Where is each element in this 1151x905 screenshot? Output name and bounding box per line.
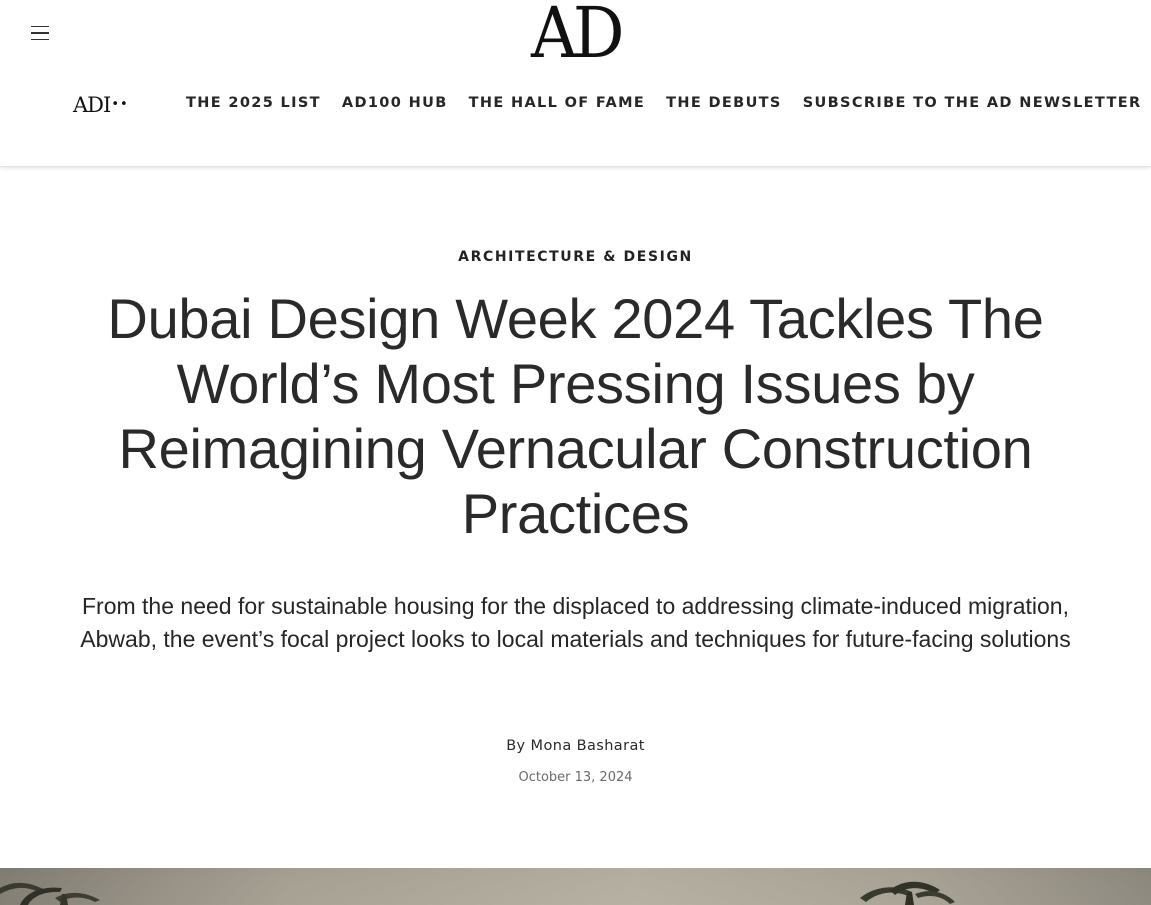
ad-india-logo[interactable] (73, 93, 129, 117)
nav-item-2025-list[interactable]: THE 2025 LIST (186, 95, 321, 111)
main-nav (186, 95, 1151, 111)
ad-india-logo-text: ADI (73, 93, 111, 117)
byline-prefix: By (506, 738, 526, 754)
hero-image (0, 868, 1151, 905)
article-headline: Dubai Design Week 2024 Tackles The World’s Most Pressing Issues by Reimagining Vernacular Construction Practices (107, 287, 1044, 545)
nav-item-ad100-hub[interactable]: AD100 HUB (341, 95, 448, 111)
article-dek: From the need for sustainable housing for the displaced to addressing climate-induced migration, Abwab, the event’s focal project looks to local materials and techniques for future-facing solutions (80, 593, 1071, 652)
article-byline (0, 738, 1151, 754)
article-rubric-link[interactable]: ARCHITECTURE & DESIGN (458, 249, 693, 265)
publish-date: October 13, 2024 (518, 770, 633, 785)
site-header (0, 0, 1151, 167)
ad-india-logo-dots: •• (111, 97, 129, 112)
ad-logo[interactable]: AD (531, 0, 620, 74)
nav-item-subscribe-newsletter[interactable]: SUBSCRIBE TO THE AD NEWSLETTER (802, 95, 1142, 111)
palm-trees-image (0, 868, 1151, 905)
nav-item-debuts[interactable]: THE DEBUTS (666, 95, 782, 111)
nav-item-hall-of-fame[interactable]: THE HALL OF FAME (468, 95, 646, 111)
author-link[interactable]: Mona Basharat (530, 738, 645, 754)
